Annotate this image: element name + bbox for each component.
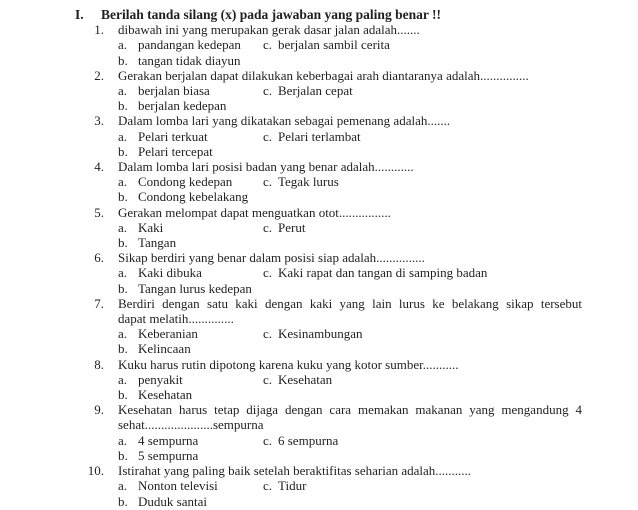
question-7 <box>80 296 638 357</box>
option-b <box>118 144 263 159</box>
option-letter: b. <box>118 189 128 205</box>
option-letter: c. <box>263 219 273 235</box>
question-number: 6. <box>94 250 104 266</box>
option-letter: c. <box>263 371 273 387</box>
option-b <box>118 98 263 113</box>
question-number: 1. <box>94 22 104 38</box>
option-a <box>118 220 263 235</box>
option-label: Condong kebelakang <box>138 189 249 205</box>
option-c <box>263 129 361 144</box>
question-6 <box>80 250 638 296</box>
option-label: Berjalan cepat <box>278 83 353 99</box>
option-label: Tidur <box>278 478 307 494</box>
option-label: Pelari tercepat <box>138 143 213 159</box>
question-text: Kuku harus rutin dipotong karena kuku yang kotor sumber........... <box>118 356 459 372</box>
section-header <box>75 7 638 22</box>
question-4 <box>80 159 638 205</box>
option-a <box>118 478 263 493</box>
option-letter: b. <box>118 235 128 251</box>
question-text: Berdiri dengan satu kaki dengan kaki yang lain lurus ke belakang sikap tersebut <box>118 295 582 311</box>
option-b <box>118 494 263 509</box>
question-text: Istirahat yang paling baik setelah beraktifitas seharian adalah........... <box>118 463 472 479</box>
question-9 <box>80 402 638 463</box>
section-title: Berilah tanda silang (x) pada jawaban yang paling benar !! <box>101 7 441 22</box>
question-text: Sikap berdiri yang benar dalam posisi siap adalah............... <box>118 250 425 266</box>
option-label: tangan tidak diayun <box>138 52 241 68</box>
option-c <box>263 433 338 448</box>
option-letter: c. <box>263 128 273 144</box>
option-c <box>263 326 362 341</box>
option-letter: a. <box>118 371 128 387</box>
option-b <box>118 189 263 204</box>
question-10 <box>80 463 638 509</box>
option-label: 5 sempurna <box>138 447 199 463</box>
question-5 <box>80 205 638 251</box>
option-letter: b. <box>118 387 128 403</box>
option-letter: c. <box>263 432 273 448</box>
option-a <box>118 326 263 341</box>
option-a <box>118 372 263 387</box>
question-number: 2. <box>94 67 104 83</box>
option-label: Pelari terlambat <box>278 128 361 144</box>
option-label: 4 sempurna <box>138 432 199 448</box>
question-text-continued: dapat melatih.............. <box>118 311 234 327</box>
option-b <box>118 235 263 250</box>
option-letter: b. <box>118 493 128 509</box>
question-text: Dalam lomba lari posisi badan yang benar adalah............ <box>118 159 414 175</box>
option-b <box>118 387 263 402</box>
option-c <box>263 83 353 98</box>
option-label: Pelari terkuat <box>138 128 208 144</box>
option-label: Perut <box>278 219 306 235</box>
option-label: penyakit <box>138 371 183 387</box>
option-a <box>118 265 263 280</box>
option-letter: b. <box>118 447 128 463</box>
option-letter: b. <box>118 52 128 68</box>
option-label: Keberanian <box>138 326 198 342</box>
option-letter: a. <box>118 37 128 53</box>
option-a <box>118 37 263 52</box>
question-number: 9. <box>94 402 104 418</box>
question-1 <box>80 22 638 68</box>
question-number: 8. <box>94 356 104 372</box>
option-letter: a. <box>118 478 128 494</box>
question-text: Gerakan berjalan dapat dilakukan keberbagai arah diantaranya adalah............... <box>118 67 529 83</box>
option-letter: a. <box>118 83 128 99</box>
question-2 <box>80 68 638 114</box>
option-label: berjalan kedepan <box>138 98 227 114</box>
question-text: Kesehatan harus tetap dijaga dengan cara memakan makanan yang mengandung 4 <box>118 402 582 418</box>
option-letter: c. <box>263 83 273 99</box>
option-letter: c. <box>263 174 273 190</box>
option-a <box>118 129 263 144</box>
option-label: Kaki rapat dan tangan di samping badan <box>278 265 488 281</box>
option-label: Condong kedepan <box>138 174 233 190</box>
option-label: Kesehatan <box>138 387 193 403</box>
option-letter: a. <box>118 265 128 281</box>
section-numeral: I. <box>75 7 84 22</box>
option-letter: a. <box>118 432 128 448</box>
option-label: Kesehatan <box>278 371 333 387</box>
option-label: 6 sempurna <box>278 432 339 448</box>
option-label: Kesinambungan <box>278 326 363 342</box>
option-letter: a. <box>118 219 128 235</box>
option-label: Nonton televisi <box>138 478 218 494</box>
option-letter: a. <box>118 174 128 190</box>
option-label: berjalan biasa <box>138 83 210 99</box>
option-c <box>263 174 339 189</box>
option-label: berjalan sambil cerita <box>278 37 390 53</box>
option-label: Tangan lurus kedepan <box>138 280 252 296</box>
question-text-continued: sehat.....................sempurna <box>118 417 264 433</box>
option-a <box>118 433 263 448</box>
option-letter: b. <box>118 341 128 357</box>
question-8 <box>80 357 638 403</box>
option-letter: b. <box>118 280 128 296</box>
option-letter: b. <box>118 143 128 159</box>
option-letter: b. <box>118 98 128 114</box>
option-letter: c. <box>263 478 273 494</box>
question-number: 7. <box>94 295 104 311</box>
option-c <box>263 37 390 52</box>
option-letter: a. <box>118 128 128 144</box>
question-number: 4. <box>94 159 104 175</box>
option-letter: c. <box>263 326 273 342</box>
option-label: Tangan <box>138 235 177 251</box>
option-b <box>118 53 263 68</box>
question-text: Dalam lomba lari yang dikatakan sebagai pemenang adalah....... <box>118 113 451 129</box>
option-b <box>118 281 263 296</box>
option-label: Kelincaan <box>138 341 191 357</box>
option-b <box>118 448 263 463</box>
option-a <box>118 174 263 189</box>
option-c <box>263 265 487 280</box>
option-c <box>263 372 332 387</box>
question-number: 10. <box>87 463 104 479</box>
option-label: Kaki dibuka <box>138 265 202 281</box>
option-c <box>263 478 306 493</box>
option-letter: c. <box>263 37 273 53</box>
question-number: 3. <box>94 113 104 129</box>
option-label: Tegak lurus <box>278 174 339 190</box>
option-c <box>263 220 305 235</box>
question-text: Gerakan melompat dapat menguatkan otot................ <box>118 204 391 220</box>
question-3 <box>80 113 638 159</box>
option-letter: c. <box>263 265 273 281</box>
option-letter: a. <box>118 326 128 342</box>
question-number: 5. <box>94 204 104 220</box>
question-text: dibawah ini yang merupakan gerak dasar jalan adalah....... <box>118 22 420 38</box>
option-label: pandangan kedepan <box>138 37 241 53</box>
option-label: Duduk santai <box>138 493 207 509</box>
option-a <box>118 83 263 98</box>
option-label: Kaki <box>138 219 164 235</box>
option-b <box>118 341 263 356</box>
